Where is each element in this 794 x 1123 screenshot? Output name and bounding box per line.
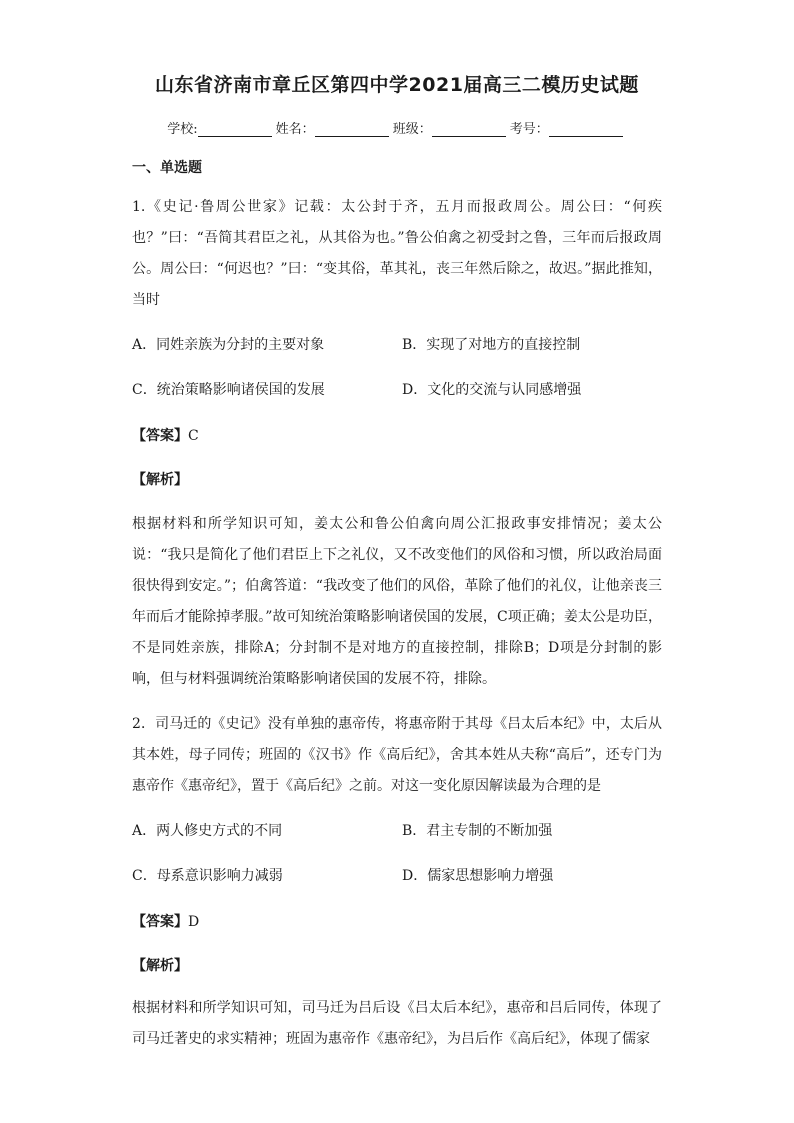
class-label: 班级：: [392, 122, 432, 137]
question-2-option-c: C．母系意识影响力减弱: [132, 868, 283, 884]
question-2-analysis: 根据材料和所学知识可知，司马迁为吕后设《吕太后本纪》，惠帝和吕后同传，体现了司马迁著史的求实精神；班固为惠帝作《惠帝纪》，为吕后作《高后纪》，体现了儒家: [132, 1000, 662, 1047]
question-1-analysis: 根据材料和所学知识可知，姜太公和鲁公伯禽向周公汇报政事安排情况；姜太公说：“我只是简化了他们君臣上下之礼仪，又不改变他们的风俗和习惯，所以政治局面很快得到安定。”；伯禽答道：“我改变了他们的风俗，革除了他们的礼仪，让他亲丧三年而后才能除掉孝服。”故可知统治策略影响诸侯国的发展，C项正确；姜太公是功臣，不是同姓亲族，排除A；分封制不是对地方的直接控制，排除B；D项是分封制的影响，但与材料强调统治策略影响诸侯国的发展不符，排除。: [132, 516, 662, 687]
answer-value: D: [188, 914, 200, 930]
question-1-option-d: D．文化的交流与认同感增强: [402, 382, 582, 398]
name-label: 姓名：: [275, 122, 315, 137]
name-field: [276, 118, 393, 137]
answer-label: 【答案】: [132, 428, 188, 444]
section-title: 一、单选题: [132, 160, 202, 176]
document-title: 山东省济南市章丘区第四中学2021届高三二模历史试题: [155, 74, 639, 96]
school-label: 学校:: [167, 122, 198, 137]
name-blank[interactable]: [315, 122, 389, 137]
student-info-row: [0, 118, 794, 137]
question-2-options: [132, 820, 672, 910]
exam-number-blank[interactable]: [549, 122, 623, 137]
question-2-stem: 2．司马迁的《史记》没有单独的惠帝传，将惠帝附于其母《吕太后本纪》中，太后从其本姓，母子同传；班固的《汉书》作《高后纪》，舍其本姓从夫称“高后”，还专门为惠帝作《惠帝纪》，置于《高后纪》之前。对这一变化原因解读最为合理的是: [132, 716, 662, 794]
question-2-option-b: B．君主专制的不断加强: [402, 823, 553, 839]
school-field: [167, 118, 275, 137]
school-blank[interactable]: [198, 122, 272, 137]
question-1-option-b: B．实现了对地方的直接控制: [402, 337, 581, 353]
question-1-analysis-label: 【解析】: [132, 472, 188, 488]
answer-label: 【答案】: [132, 914, 188, 930]
question-2-analysis-label: 【解析】: [132, 958, 188, 974]
question-1-stem: 1.《史记·鲁周公世家》记载：太公封于齐，五月而报政周公。周公曰：“何疾也？”曰：“吾简其君臣之礼，从其俗为也。”鲁公伯禽之初受封之鲁，三年而后报政周公。周公曰：“何迟也？”曰：“变其俗，革其礼，丧三年然后除之，故迟。”据此推知，当时: [132, 199, 662, 308]
exam-number-label: 考号：: [509, 122, 549, 137]
exam-number-field: [510, 118, 627, 137]
answer-value: C: [188, 428, 199, 444]
question-2-answer: [132, 911, 199, 931]
question-2-option-a: A．两人修史方式的不同: [132, 823, 283, 839]
question-1-option-c: C．统治策略影响诸侯国的发展: [132, 382, 325, 398]
question-1-answer: [132, 425, 199, 445]
class-blank[interactable]: [432, 122, 506, 137]
class-field: [393, 118, 510, 137]
question-1-option-a: A．同姓亲族为分封的主要对象: [132, 337, 325, 353]
question-2-option-d: D．儒家思想影响力增强: [402, 868, 554, 884]
question-1-options: [132, 334, 672, 424]
